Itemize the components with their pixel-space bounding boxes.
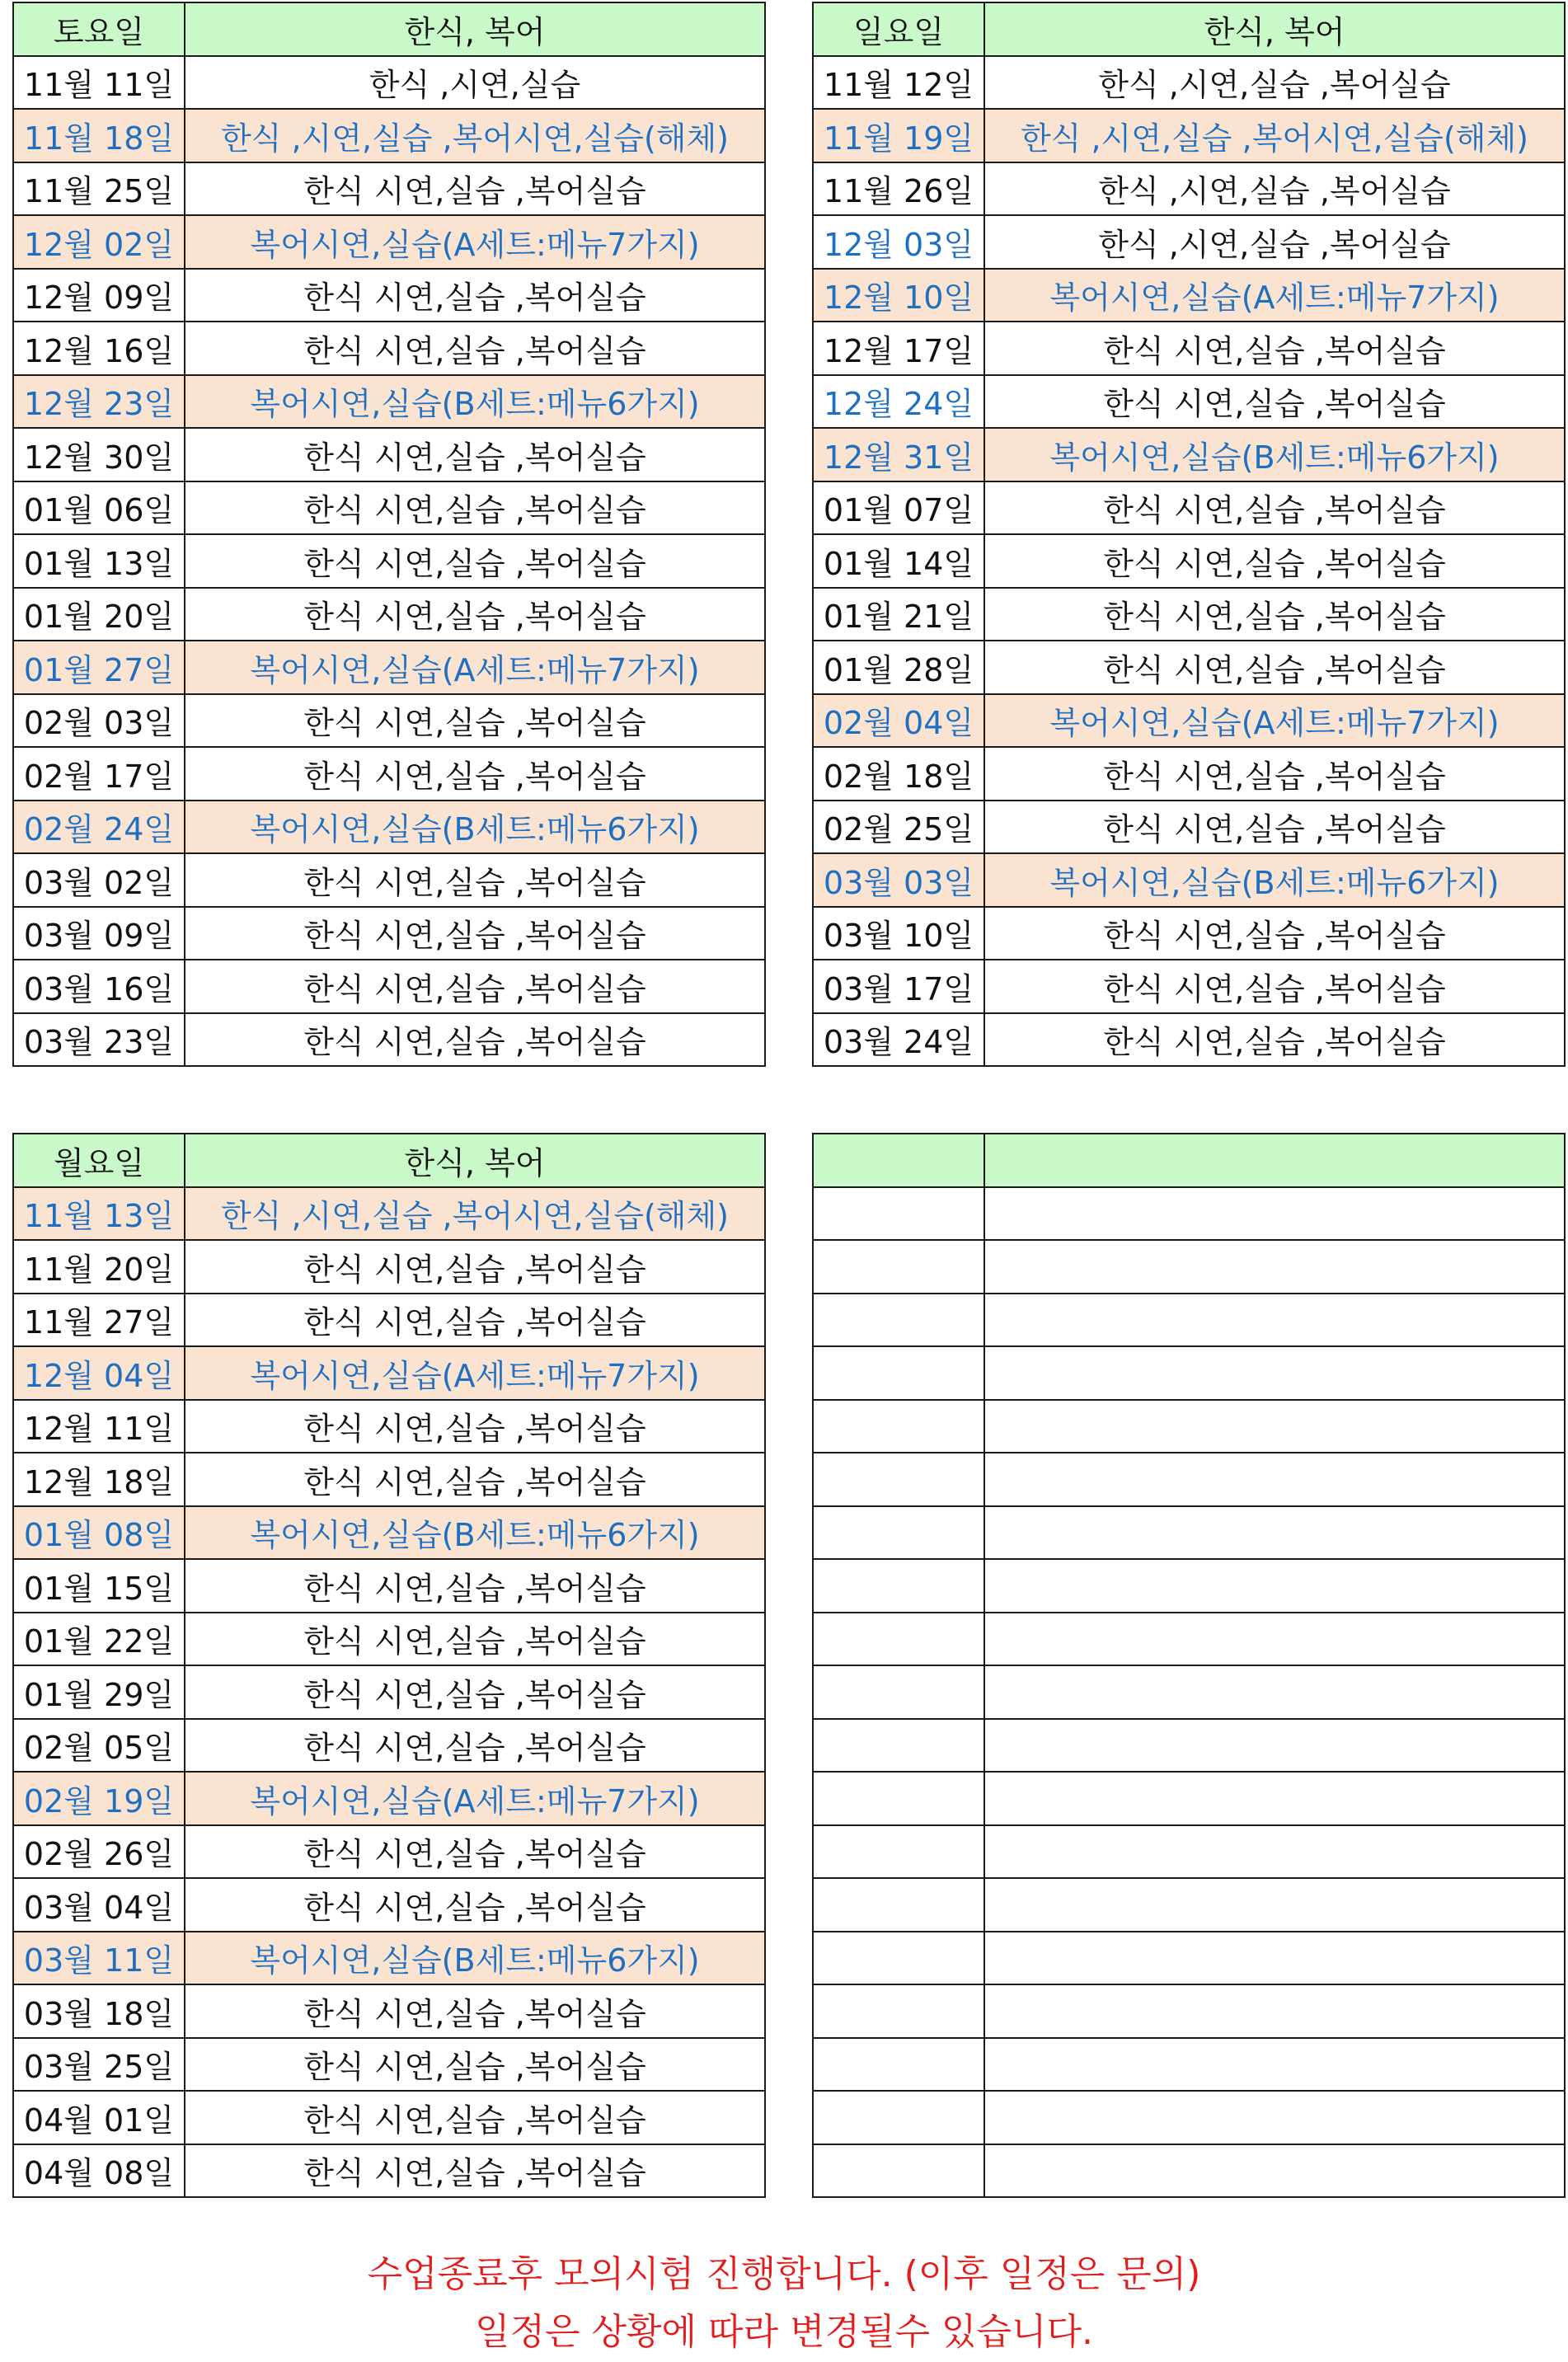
date-cell: 12월 03일	[813, 215, 984, 269]
date-cell: 02월 24일	[13, 801, 185, 854]
date-cell: 11월 27일	[13, 1294, 185, 1347]
class-description-cell: 한식 시연,실습 ,복어실습	[984, 534, 1565, 588]
class-description-cell: 한식 시연,실습 ,복어실습	[185, 481, 765, 535]
monday-schedule-table	[12, 1133, 766, 2198]
table-header-row	[813, 2, 1565, 56]
class-description-cell: 한식 ,시연,실습 ,복어시연,실습(해체)	[185, 1187, 765, 1241]
table-row	[13, 907, 765, 960]
date-cell: 11월 13일	[13, 1187, 185, 1241]
table-row	[813, 56, 1565, 110]
table-row	[813, 1665, 1565, 1719]
class-description-cell: 한식 ,시연,실습 ,복어시연,실습(해체)	[984, 109, 1565, 162]
class-description-cell	[984, 1400, 1565, 1453]
class-description-cell: 한식 시연,실습 ,복어실습	[185, 960, 765, 1013]
table-row	[13, 801, 765, 854]
table-row	[13, 1400, 765, 1453]
class-description-cell: 복어시연,실습(A세트:메뉴7가지)	[185, 641, 765, 694]
table-row	[813, 269, 1565, 322]
date-cell: 11월 12일	[813, 56, 984, 110]
class-description-cell: 한식 시연,실습 ,복어실습	[185, 1665, 765, 1719]
date-cell: 02월 26일	[13, 1825, 185, 1879]
class-description-cell: 한식 시연,실습 ,복어실습	[185, 907, 765, 960]
class-description-cell: 복어시연,실습(A세트:메뉴7가지)	[984, 694, 1565, 748]
table-row	[13, 1719, 765, 1773]
class-description-cell: 한식 시연,실습 ,복어실습	[185, 2091, 765, 2144]
date-cell: 12월 18일	[13, 1453, 185, 1506]
class-description-cell	[984, 1772, 1565, 1825]
table-row	[813, 1013, 1565, 1067]
date-cell: 12월 09일	[13, 269, 185, 322]
class-description-cell	[984, 1613, 1565, 1666]
class-description-cell	[984, 1665, 1565, 1719]
date-cell: 03월 02일	[13, 853, 185, 907]
date-cell: 11월 19일	[813, 109, 984, 162]
table-row	[13, 1878, 765, 1932]
table-row	[813, 747, 1565, 801]
table-row	[813, 1453, 1565, 1506]
date-cell: 03월 04일	[13, 1878, 185, 1932]
date-cell: 03월 18일	[13, 1984, 185, 2038]
table-row	[813, 1559, 1565, 1613]
class-description-cell	[984, 1240, 1565, 1294]
table-row	[13, 1984, 765, 2038]
date-cell: 12월 24일	[813, 375, 984, 429]
table-row	[813, 694, 1565, 748]
date-cell: 12월 31일	[813, 428, 984, 481]
date-cell	[813, 1984, 984, 2038]
table-row	[13, 109, 765, 162]
table-row	[13, 2144, 765, 2198]
table-row	[813, 1187, 1565, 1241]
class-description-cell: 한식 시연,실습 ,복어실습	[984, 960, 1565, 1013]
class-description-cell	[984, 1294, 1565, 1347]
date-cell: 03월 03일	[813, 853, 984, 907]
date-cell: 03월 23일	[13, 1013, 185, 1067]
date-cell: 12월 16일	[13, 322, 185, 375]
date-cell: 04월 08일	[13, 2144, 185, 2198]
class-description-cell: 한식 시연,실습 ,복어실습	[185, 1825, 765, 1879]
date-cell: 12월 10일	[813, 269, 984, 322]
table-row	[13, 853, 765, 907]
table-row	[13, 694, 765, 748]
table-row	[13, 1013, 765, 1067]
date-cell	[813, 1772, 984, 1825]
date-cell	[813, 1719, 984, 1773]
date-cell: 02월 03일	[13, 694, 185, 748]
table-row	[13, 1453, 765, 1506]
class-description-cell: 한식 시연,실습 ,복어실습	[984, 588, 1565, 641]
date-cell: 12월 30일	[13, 428, 185, 481]
date-cell: 01월 15일	[13, 1559, 185, 1613]
table-header-row	[13, 1134, 765, 1187]
date-cell	[813, 2091, 984, 2144]
table-row	[13, 1825, 765, 1879]
table-row	[813, 1346, 1565, 1400]
table-row	[13, 641, 765, 694]
table-row	[813, 109, 1565, 162]
table-row	[813, 322, 1565, 375]
table-row	[13, 1932, 765, 1985]
table-row	[813, 2038, 1565, 2092]
subject-header: 한식, 복어	[185, 2, 765, 56]
class-description-cell: 한식 시연,실습 ,복어실습	[185, 2038, 765, 2092]
date-cell: 02월 17일	[13, 747, 185, 801]
notice-mock-exam: 수업종료후 모의시험 진행합니다. (이후 일정은 문의)	[367, 2253, 1201, 2295]
table-row	[813, 162, 1565, 216]
date-cell: 01월 29일	[13, 1665, 185, 1719]
table-row	[13, 1772, 765, 1825]
table-row	[813, 1932, 1565, 1985]
date-cell: 02월 25일	[813, 801, 984, 854]
table-row	[13, 960, 765, 1013]
date-cell	[813, 1187, 984, 1241]
class-description-cell: 한식 시연,실습 ,복어실습	[984, 801, 1565, 854]
class-description-cell: 복어시연,실습(B세트:메뉴6가지)	[984, 853, 1565, 907]
date-cell	[813, 1665, 984, 1719]
class-description-cell	[984, 2144, 1565, 2198]
class-description-cell: 한식 ,시연,실습 ,복어시연,실습(해체)	[185, 109, 765, 162]
day-header: 토요일	[13, 2, 185, 56]
date-cell: 12월 04일	[13, 1346, 185, 1400]
class-description-cell: 한식 시연,실습 ,복어실습	[185, 2144, 765, 2198]
class-description-cell: 한식 시연,실습 ,복어실습	[185, 1400, 765, 1453]
date-cell	[813, 1240, 984, 1294]
table-row	[13, 1187, 765, 1241]
table-row	[13, 747, 765, 801]
class-description-cell: 한식 시연,실습 ,복어실습	[185, 1453, 765, 1506]
table-row	[813, 481, 1565, 535]
class-description-cell: 한식 시연,실습 ,복어실습	[185, 269, 765, 322]
table-row	[13, 1506, 765, 1560]
day-header: 월요일	[13, 1134, 185, 1187]
date-cell	[813, 1506, 984, 1560]
date-cell: 01월 28일	[813, 641, 984, 694]
table-row	[813, 1878, 1565, 1932]
class-description-cell: 복어시연,실습(A세트:메뉴7가지)	[185, 1772, 765, 1825]
class-description-cell	[984, 2091, 1565, 2144]
class-description-cell: 한식 시연,실습 ,복어실습	[185, 694, 765, 748]
class-description-cell: 복어시연,실습(A세트:메뉴7가지)	[185, 215, 765, 269]
table-row	[13, 1346, 765, 1400]
class-description-cell: 한식 시연,실습 ,복어실습	[984, 1013, 1565, 1067]
date-cell	[813, 1878, 984, 1932]
table-row	[13, 2091, 765, 2144]
class-description-cell	[984, 1984, 1565, 2038]
table-row	[813, 1613, 1565, 1666]
date-cell: 01월 08일	[13, 1506, 185, 1560]
table-row	[13, 588, 765, 641]
date-cell: 02월 18일	[813, 747, 984, 801]
class-description-cell: 한식 시연,실습 ,복어실습	[185, 1878, 765, 1932]
date-cell	[813, 1346, 984, 1400]
class-description-cell: 복어시연,실습(B세트:메뉴6가지)	[185, 801, 765, 854]
date-cell: 01월 06일	[13, 481, 185, 535]
date-cell: 03월 10일	[813, 907, 984, 960]
table-row	[13, 322, 765, 375]
class-description-cell: 한식 시연,실습 ,복어실습	[984, 481, 1565, 535]
date-cell: 12월 11일	[13, 1400, 185, 1453]
class-description-cell: 한식 시연,실습 ,복어실습	[185, 1013, 765, 1067]
table-row	[813, 853, 1565, 907]
table-row	[13, 1559, 765, 1613]
date-cell: 03월 11일	[13, 1932, 185, 1985]
date-cell	[813, 2144, 984, 2198]
table-row	[13, 1665, 765, 1719]
subject-header	[984, 1134, 1565, 1187]
date-cell: 04월 01일	[13, 2091, 185, 2144]
date-cell: 01월 22일	[13, 1613, 185, 1666]
date-cell	[813, 1932, 984, 1985]
class-description-cell	[984, 1506, 1565, 1560]
class-description-cell: 한식 시연,실습 ,복어실습	[185, 1559, 765, 1613]
class-description-cell: 한식 시연,실습 ,복어실습	[984, 322, 1565, 375]
date-cell: 03월 25일	[13, 2038, 185, 2092]
date-cell: 12월 02일	[13, 215, 185, 269]
class-description-cell: 한식 시연,실습 ,복어실습	[185, 534, 765, 588]
class-description-cell: 한식 시연,실습 ,복어실습	[185, 588, 765, 641]
table-row	[813, 2091, 1565, 2144]
table-row	[813, 588, 1565, 641]
table-row	[13, 2038, 765, 2092]
table-row	[813, 1506, 1565, 1560]
class-description-cell: 한식 시연,실습 ,복어실습	[185, 162, 765, 216]
class-description-cell: 복어시연,실습(A세트:메뉴7가지)	[185, 1346, 765, 1400]
date-cell	[813, 2038, 984, 2092]
date-cell: 01월 13일	[13, 534, 185, 588]
table-row	[813, 1294, 1565, 1347]
table-row	[13, 428, 765, 481]
class-description-cell: 한식 시연,실습 ,복어실습	[185, 1613, 765, 1666]
table-row	[813, 960, 1565, 1013]
date-cell: 11월 20일	[13, 1240, 185, 1294]
table-header-row	[13, 2, 765, 56]
table-header-row	[813, 1134, 1565, 1187]
table-row	[13, 56, 765, 110]
table-row	[13, 1240, 765, 1294]
class-description-cell: 복어시연,실습(B세트:메뉴6가지)	[185, 1506, 765, 1560]
table-row	[13, 534, 765, 588]
class-description-cell: 한식 ,시연,실습	[185, 56, 765, 110]
date-cell	[813, 1559, 984, 1613]
table-row	[813, 2144, 1565, 2198]
table-row	[13, 269, 765, 322]
table-row	[13, 481, 765, 535]
date-cell: 03월 24일	[813, 1013, 984, 1067]
class-description-cell: 한식 시연,실습 ,복어실습	[984, 641, 1565, 694]
class-description-cell: 한식 시연,실습 ,복어실습	[185, 1984, 765, 2038]
date-cell	[813, 1825, 984, 1879]
table-row	[813, 641, 1565, 694]
class-description-cell: 한식 ,시연,실습 ,복어실습	[984, 215, 1565, 269]
class-description-cell	[984, 1825, 1565, 1879]
table-row	[813, 1240, 1565, 1294]
date-cell: 11월 18일	[13, 109, 185, 162]
class-description-cell: 한식 시연,실습 ,복어실습	[185, 322, 765, 375]
table-row	[813, 1772, 1565, 1825]
class-description-cell	[984, 1346, 1565, 1400]
class-description-cell: 한식 시연,실습 ,복어실습	[984, 907, 1565, 960]
date-cell: 01월 07일	[813, 481, 984, 535]
date-cell: 12월 23일	[13, 375, 185, 429]
date-cell	[813, 1294, 984, 1347]
sunday-schedule-table	[812, 2, 1566, 1067]
table-row	[813, 534, 1565, 588]
date-cell: 01월 14일	[813, 534, 984, 588]
table-row	[13, 1613, 765, 1666]
class-description-cell: 복어시연,실습(B세트:메뉴6가지)	[185, 375, 765, 429]
date-cell: 01월 21일	[813, 588, 984, 641]
class-description-cell	[984, 2038, 1565, 2092]
date-cell: 11월 26일	[813, 162, 984, 216]
table-row	[813, 375, 1565, 429]
date-cell: 02월 04일	[813, 694, 984, 748]
day-header: 일요일	[813, 2, 984, 56]
empty-schedule-table	[812, 1133, 1566, 2198]
date-cell: 01월 20일	[13, 588, 185, 641]
table-row	[813, 428, 1565, 481]
class-description-cell	[984, 1878, 1565, 1932]
class-description-cell: 한식 시연,실습 ,복어실습	[984, 747, 1565, 801]
class-description-cell	[984, 1932, 1565, 1985]
table-row	[813, 215, 1565, 269]
date-cell: 11월 11일	[13, 56, 185, 110]
class-description-cell: 한식 시연,실습 ,복어실습	[984, 375, 1565, 429]
table-row	[813, 801, 1565, 854]
class-description-cell: 복어시연,실습(B세트:메뉴6가지)	[984, 428, 1565, 481]
class-description-cell	[984, 1187, 1565, 1241]
date-cell: 02월 05일	[13, 1719, 185, 1773]
notice-schedule-change: 일정은 상황에 따라 변경될수 있습니다.	[475, 2311, 1093, 2353]
class-description-cell: 한식 시연,실습 ,복어실습	[185, 1240, 765, 1294]
class-description-cell: 한식 시연,실습 ,복어실습	[185, 1294, 765, 1347]
class-description-cell: 한식 ,시연,실습 ,복어실습	[984, 162, 1565, 216]
class-description-cell: 복어시연,실습(B세트:메뉴6가지)	[185, 1932, 765, 1985]
table-row	[13, 215, 765, 269]
date-cell: 03월 09일	[13, 907, 185, 960]
date-cell	[813, 1613, 984, 1666]
table-row	[813, 1984, 1565, 2038]
table-row	[813, 1719, 1565, 1773]
subject-header: 한식, 복어	[185, 1134, 765, 1187]
date-cell: 01월 27일	[13, 641, 185, 694]
table-row	[13, 162, 765, 216]
table-row	[813, 1400, 1565, 1453]
class-description-cell	[984, 1559, 1565, 1613]
table-row	[13, 375, 765, 429]
class-description-cell: 한식 시연,실습 ,복어실습	[185, 853, 765, 907]
date-cell: 02월 19일	[13, 1772, 185, 1825]
table-row	[813, 1825, 1565, 1879]
table-row	[13, 1294, 765, 1347]
date-cell: 12월 17일	[813, 322, 984, 375]
class-description-cell: 한식 시연,실습 ,복어실습	[185, 428, 765, 481]
class-description-cell: 한식 ,시연,실습 ,복어실습	[984, 56, 1565, 110]
class-description-cell: 복어시연,실습(A세트:메뉴7가지)	[984, 269, 1565, 322]
subject-header: 한식, 복어	[984, 2, 1565, 56]
date-cell	[813, 1400, 984, 1453]
saturday-schedule-table	[12, 2, 766, 1067]
date-cell: 11월 25일	[13, 162, 185, 216]
date-cell: 03월 16일	[13, 960, 185, 1013]
class-description-cell: 한식 시연,실습 ,복어실습	[185, 747, 765, 801]
date-cell: 03월 17일	[813, 960, 984, 1013]
class-description-cell	[984, 1453, 1565, 1506]
class-description-cell	[984, 1719, 1565, 1773]
date-cell	[813, 1453, 984, 1506]
day-header	[813, 1134, 984, 1187]
class-description-cell: 한식 시연,실습 ,복어실습	[185, 1719, 765, 1773]
table-row	[813, 907, 1565, 960]
